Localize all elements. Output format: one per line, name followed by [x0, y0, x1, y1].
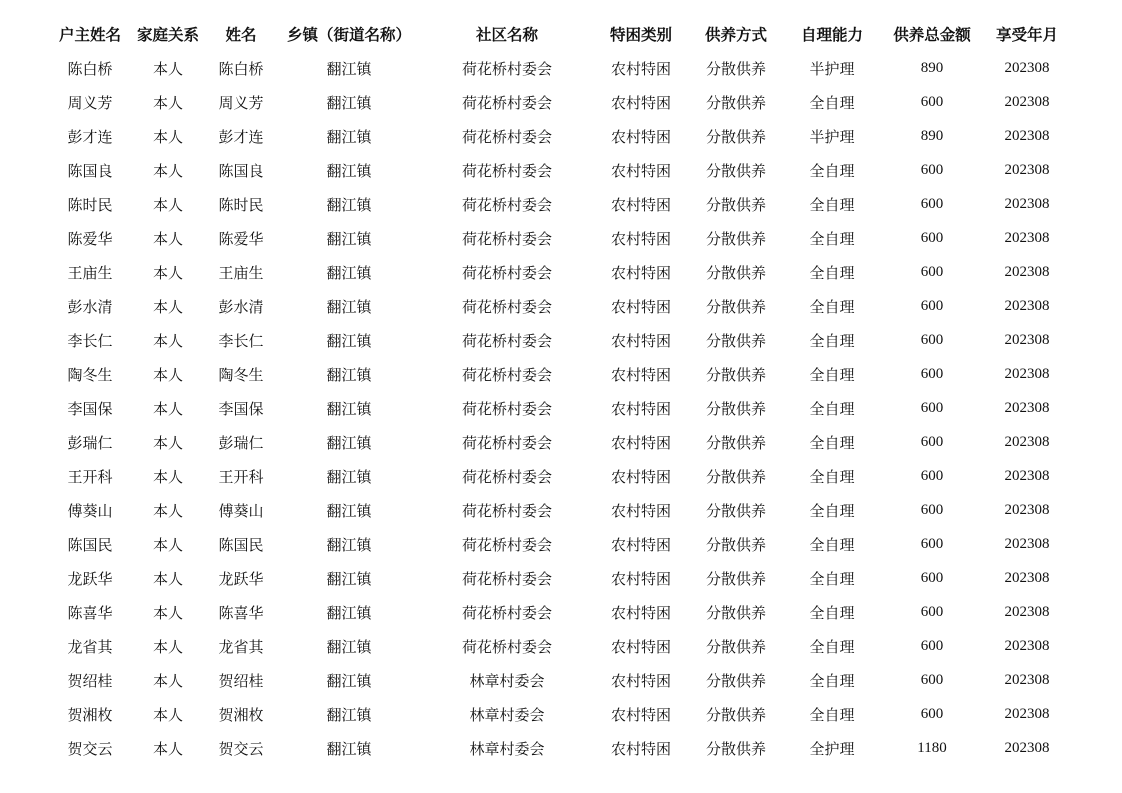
cell-householder-name: 陈国民 — [67, 535, 113, 554]
cell-amount: 600 — [920, 195, 944, 212]
cell-self-care: 全自理 — [809, 195, 855, 214]
cell-period: 202308 — [1004, 297, 1050, 314]
cell-township: 翻江镇 — [326, 297, 372, 316]
table-row — [50, 119, 1072, 153]
cell-family-relation: 本人 — [152, 127, 183, 146]
cell-period: 202308 — [1004, 671, 1050, 688]
cell-amount: 600 — [920, 535, 944, 552]
cell-name: 王开科 — [218, 467, 264, 486]
cell-householder-name: 王庙生 — [67, 263, 113, 282]
cell-period: 202308 — [1004, 501, 1050, 518]
cell-family-relation: 本人 — [152, 93, 183, 112]
table-row — [50, 85, 1072, 119]
cell-self-care: 全护理 — [809, 739, 855, 758]
cell-amount: 890 — [920, 127, 944, 144]
cell-township: 翻江镇 — [326, 399, 372, 418]
cell-community: 荷花桥村委会 — [461, 399, 552, 418]
table-body — [50, 51, 1072, 765]
cell-category: 农村特困 — [610, 331, 671, 350]
cell-name: 陈白桥 — [218, 59, 264, 78]
cell-self-care: 半护理 — [809, 59, 855, 78]
cell-householder-name: 陈时民 — [67, 195, 113, 214]
cell-support-method: 分散供养 — [705, 59, 766, 78]
cell-township: 翻江镇 — [326, 433, 372, 452]
cell-period: 202308 — [1004, 739, 1050, 756]
cell-name: 彭才连 — [218, 127, 264, 146]
cell-category: 农村特困 — [610, 365, 671, 384]
cell-support-method: 分散供养 — [705, 433, 766, 452]
cell-community: 林章村委会 — [469, 671, 545, 690]
cell-family-relation: 本人 — [152, 59, 183, 78]
cell-support-method: 分散供养 — [705, 297, 766, 316]
cell-support-method: 分散供养 — [705, 93, 766, 112]
table-row — [50, 323, 1072, 357]
cell-householder-name: 李长仁 — [67, 331, 113, 350]
cell-self-care: 全自理 — [809, 535, 855, 554]
cell-period: 202308 — [1004, 603, 1050, 620]
cell-self-care: 全自理 — [809, 297, 855, 316]
cell-self-care: 全自理 — [809, 467, 855, 486]
cell-self-care: 全自理 — [809, 433, 855, 452]
cell-amount: 600 — [920, 433, 944, 450]
cell-period: 202308 — [1004, 59, 1050, 76]
cell-category: 农村特困 — [610, 569, 671, 588]
cell-category: 农村特困 — [610, 263, 671, 282]
cell-self-care: 全自理 — [809, 93, 855, 112]
cell-township: 翻江镇 — [326, 739, 372, 758]
table-row — [50, 493, 1072, 527]
cell-township: 翻江镇 — [326, 59, 372, 78]
cell-period: 202308 — [1004, 195, 1050, 212]
cell-support-method: 分散供养 — [705, 161, 766, 180]
cell-self-care: 全自理 — [809, 229, 855, 248]
cell-period: 202308 — [1004, 569, 1050, 586]
cell-category: 农村特困 — [610, 501, 671, 520]
cell-name: 陈时民 — [218, 195, 264, 214]
cell-category: 农村特困 — [610, 705, 671, 724]
cell-amount: 600 — [920, 229, 944, 246]
cell-name: 陈国良 — [218, 161, 264, 180]
header-row — [50, 17, 1072, 51]
header-period: 享受年月 — [995, 26, 1058, 44]
cell-township: 翻江镇 — [326, 637, 372, 656]
cell-township: 翻江镇 — [326, 127, 372, 146]
cell-support-method: 分散供养 — [705, 501, 766, 520]
cell-name: 贺湘枚 — [218, 705, 264, 724]
table-row — [50, 731, 1072, 765]
cell-name: 贺绍桂 — [218, 671, 264, 690]
cell-amount: 600 — [920, 637, 944, 654]
table-row — [50, 357, 1072, 391]
cell-support-method: 分散供养 — [705, 195, 766, 214]
cell-family-relation: 本人 — [152, 161, 183, 180]
cell-community: 荷花桥村委会 — [461, 195, 552, 214]
cell-self-care: 全自理 — [809, 365, 855, 384]
cell-category: 农村特困 — [610, 603, 671, 622]
cell-township: 翻江镇 — [326, 161, 372, 180]
cell-householder-name: 彭瑞仁 — [67, 433, 113, 452]
cell-support-method: 分散供养 — [705, 263, 766, 282]
cell-category: 农村特困 — [610, 535, 671, 554]
cell-amount: 600 — [920, 569, 944, 586]
cell-period: 202308 — [1004, 399, 1050, 416]
cell-period: 202308 — [1004, 263, 1050, 280]
cell-self-care: 全自理 — [809, 671, 855, 690]
cell-category: 农村特困 — [610, 467, 671, 486]
table-row — [50, 221, 1072, 255]
cell-category: 农村特困 — [610, 59, 671, 78]
cell-support-method: 分散供养 — [705, 229, 766, 248]
cell-period: 202308 — [1004, 161, 1050, 178]
cell-householder-name: 陈喜华 — [67, 603, 113, 622]
cell-community: 荷花桥村委会 — [461, 433, 552, 452]
cell-community: 荷花桥村委会 — [461, 365, 552, 384]
cell-community: 荷花桥村委会 — [461, 59, 552, 78]
cell-family-relation: 本人 — [152, 603, 183, 622]
cell-category: 农村特困 — [610, 161, 671, 180]
table-row — [50, 561, 1072, 595]
cell-community: 荷花桥村委会 — [461, 467, 552, 486]
cell-name: 贺交云 — [218, 739, 264, 758]
cell-family-relation: 本人 — [152, 263, 183, 282]
cell-township: 翻江镇 — [326, 195, 372, 214]
cell-amount: 600 — [920, 705, 944, 722]
cell-family-relation: 本人 — [152, 399, 183, 418]
table-row — [50, 391, 1072, 425]
cell-support-method: 分散供养 — [705, 365, 766, 384]
cell-amount: 890 — [920, 59, 944, 76]
cell-category: 农村特困 — [610, 195, 671, 214]
cell-self-care: 半护理 — [809, 127, 855, 146]
cell-period: 202308 — [1004, 433, 1050, 450]
cell-support-method: 分散供养 — [705, 705, 766, 724]
header-township: 乡镇（街道名称） — [286, 26, 411, 44]
cell-community: 荷花桥村委会 — [461, 161, 552, 180]
cell-township: 翻江镇 — [326, 331, 372, 350]
cell-householder-name: 彭水清 — [67, 297, 113, 316]
cell-name: 陶冬生 — [218, 365, 264, 384]
cell-community: 林章村委会 — [469, 705, 545, 724]
cell-township: 翻江镇 — [326, 365, 372, 384]
cell-family-relation: 本人 — [152, 501, 183, 520]
cell-amount: 600 — [920, 93, 944, 110]
cell-category: 农村特困 — [610, 93, 671, 112]
header-amount: 供养总金额 — [893, 26, 971, 44]
cell-community: 荷花桥村委会 — [461, 127, 552, 146]
cell-support-method: 分散供养 — [705, 671, 766, 690]
header-community: 社区名称 — [475, 26, 538, 44]
table-row — [50, 629, 1072, 663]
cell-householder-name: 贺交云 — [67, 739, 113, 758]
cell-householder-name: 龙省其 — [67, 637, 113, 656]
cell-category: 农村特困 — [610, 637, 671, 656]
support-roster-table — [50, 17, 1072, 765]
cell-self-care: 全自理 — [809, 331, 855, 350]
cell-period: 202308 — [1004, 127, 1050, 144]
cell-amount: 600 — [920, 467, 944, 484]
cell-support-method: 分散供养 — [705, 637, 766, 656]
cell-category: 农村特困 — [610, 229, 671, 248]
cell-amount: 600 — [920, 365, 944, 382]
cell-community: 荷花桥村委会 — [461, 297, 552, 316]
table-row — [50, 51, 1072, 85]
table-row — [50, 663, 1072, 697]
header-family-relation: 家庭关系 — [136, 26, 199, 44]
cell-family-relation: 本人 — [152, 569, 183, 588]
cell-township: 翻江镇 — [326, 501, 372, 520]
cell-name: 陈国民 — [218, 535, 264, 554]
cell-householder-name: 陈爱华 — [67, 229, 113, 248]
cell-family-relation: 本人 — [152, 671, 183, 690]
cell-amount: 600 — [920, 263, 944, 280]
cell-township: 翻江镇 — [326, 671, 372, 690]
cell-community: 林章村委会 — [469, 739, 545, 758]
cell-self-care: 全自理 — [809, 705, 855, 724]
cell-amount: 600 — [920, 331, 944, 348]
cell-community: 荷花桥村委会 — [461, 229, 552, 248]
cell-category: 农村特困 — [610, 433, 671, 452]
cell-householder-name: 傅葵山 — [67, 501, 113, 520]
cell-category: 农村特困 — [610, 671, 671, 690]
table-row — [50, 187, 1072, 221]
cell-family-relation: 本人 — [152, 705, 183, 724]
cell-family-relation: 本人 — [152, 739, 183, 758]
cell-name: 李国保 — [218, 399, 264, 418]
table-row — [50, 459, 1072, 493]
cell-householder-name: 贺绍桂 — [67, 671, 113, 690]
cell-self-care: 全自理 — [809, 501, 855, 520]
cell-name: 傅葵山 — [218, 501, 264, 520]
cell-self-care: 全自理 — [809, 569, 855, 588]
cell-township: 翻江镇 — [326, 569, 372, 588]
cell-family-relation: 本人 — [152, 297, 183, 316]
cell-family-relation: 本人 — [152, 637, 183, 656]
cell-householder-name: 龙跃华 — [67, 569, 113, 588]
cell-support-method: 分散供养 — [705, 127, 766, 146]
table-row — [50, 425, 1072, 459]
cell-amount: 600 — [920, 501, 944, 518]
cell-amount: 600 — [920, 671, 944, 688]
cell-period: 202308 — [1004, 705, 1050, 722]
cell-family-relation: 本人 — [152, 467, 183, 486]
cell-family-relation: 本人 — [152, 535, 183, 554]
cell-support-method: 分散供养 — [705, 603, 766, 622]
cell-period: 202308 — [1004, 93, 1050, 110]
cell-amount: 600 — [920, 297, 944, 314]
cell-name: 彭瑞仁 — [218, 433, 264, 452]
table-row — [50, 697, 1072, 731]
cell-householder-name: 李国保 — [67, 399, 113, 418]
cell-period: 202308 — [1004, 637, 1050, 654]
cell-support-method: 分散供养 — [705, 535, 766, 554]
cell-householder-name: 彭才连 — [67, 127, 113, 146]
cell-support-method: 分散供养 — [705, 331, 766, 350]
cell-householder-name: 贺湘枚 — [67, 705, 113, 724]
cell-family-relation: 本人 — [152, 365, 183, 384]
cell-category: 农村特困 — [610, 297, 671, 316]
cell-period: 202308 — [1004, 331, 1050, 348]
table-row — [50, 255, 1072, 289]
cell-family-relation: 本人 — [152, 433, 183, 452]
cell-township: 翻江镇 — [326, 93, 372, 112]
cell-amount: 600 — [920, 161, 944, 178]
header-self-care: 自理能力 — [800, 26, 863, 44]
cell-householder-name: 王开科 — [67, 467, 113, 486]
cell-self-care: 全自理 — [809, 161, 855, 180]
cell-family-relation: 本人 — [152, 331, 183, 350]
cell-name: 王庙生 — [218, 263, 264, 282]
cell-period: 202308 — [1004, 365, 1050, 382]
cell-amount: 600 — [920, 399, 944, 416]
cell-name: 龙省其 — [218, 637, 264, 656]
cell-township: 翻江镇 — [326, 535, 372, 554]
cell-community: 荷花桥村委会 — [461, 535, 552, 554]
cell-name: 周义芳 — [218, 93, 264, 112]
cell-community: 荷花桥村委会 — [461, 93, 552, 112]
cell-community: 荷花桥村委会 — [461, 263, 552, 282]
cell-community: 荷花桥村委会 — [461, 637, 552, 656]
support-roster-sheet — [50, 17, 1072, 765]
header-category: 特困类别 — [609, 26, 672, 44]
cell-amount: 600 — [920, 603, 944, 620]
cell-support-method: 分散供养 — [705, 569, 766, 588]
cell-householder-name: 陈白桥 — [67, 59, 113, 78]
cell-township: 翻江镇 — [326, 705, 372, 724]
cell-self-care: 全自理 — [809, 603, 855, 622]
cell-community: 荷花桥村委会 — [461, 603, 552, 622]
cell-householder-name: 周义芳 — [67, 93, 113, 112]
table-row — [50, 289, 1072, 323]
table-row — [50, 153, 1072, 187]
cell-self-care: 全自理 — [809, 399, 855, 418]
cell-name: 龙跃华 — [218, 569, 264, 588]
cell-name: 陈爱华 — [218, 229, 264, 248]
cell-name: 李长仁 — [218, 331, 264, 350]
cell-family-relation: 本人 — [152, 195, 183, 214]
cell-township: 翻江镇 — [326, 229, 372, 248]
cell-period: 202308 — [1004, 229, 1050, 246]
table-row — [50, 595, 1072, 629]
cell-amount: 1180 — [917, 739, 947, 756]
cell-category: 农村特困 — [610, 739, 671, 758]
cell-period: 202308 — [1004, 467, 1050, 484]
cell-householder-name: 陈国良 — [67, 161, 113, 180]
cell-township: 翻江镇 — [326, 603, 372, 622]
header-householder-name: 户主姓名 — [58, 26, 121, 44]
cell-period: 202308 — [1004, 535, 1050, 552]
cell-support-method: 分散供养 — [705, 739, 766, 758]
header-name: 姓名 — [225, 26, 257, 44]
cell-township: 翻江镇 — [326, 467, 372, 486]
cell-self-care: 全自理 — [809, 637, 855, 656]
cell-support-method: 分散供养 — [705, 399, 766, 418]
cell-township: 翻江镇 — [326, 263, 372, 282]
cell-name: 彭水清 — [218, 297, 264, 316]
cell-name: 陈喜华 — [218, 603, 264, 622]
cell-self-care: 全自理 — [809, 263, 855, 282]
cell-category: 农村特困 — [610, 399, 671, 418]
header-support-method: 供养方式 — [704, 26, 767, 44]
cell-category: 农村特困 — [610, 127, 671, 146]
cell-family-relation: 本人 — [152, 229, 183, 248]
cell-community: 荷花桥村委会 — [461, 501, 552, 520]
cell-community: 荷花桥村委会 — [461, 569, 552, 588]
cell-community: 荷花桥村委会 — [461, 331, 552, 350]
cell-support-method: 分散供养 — [705, 467, 766, 486]
cell-householder-name: 陶冬生 — [67, 365, 113, 384]
table-row — [50, 527, 1072, 561]
